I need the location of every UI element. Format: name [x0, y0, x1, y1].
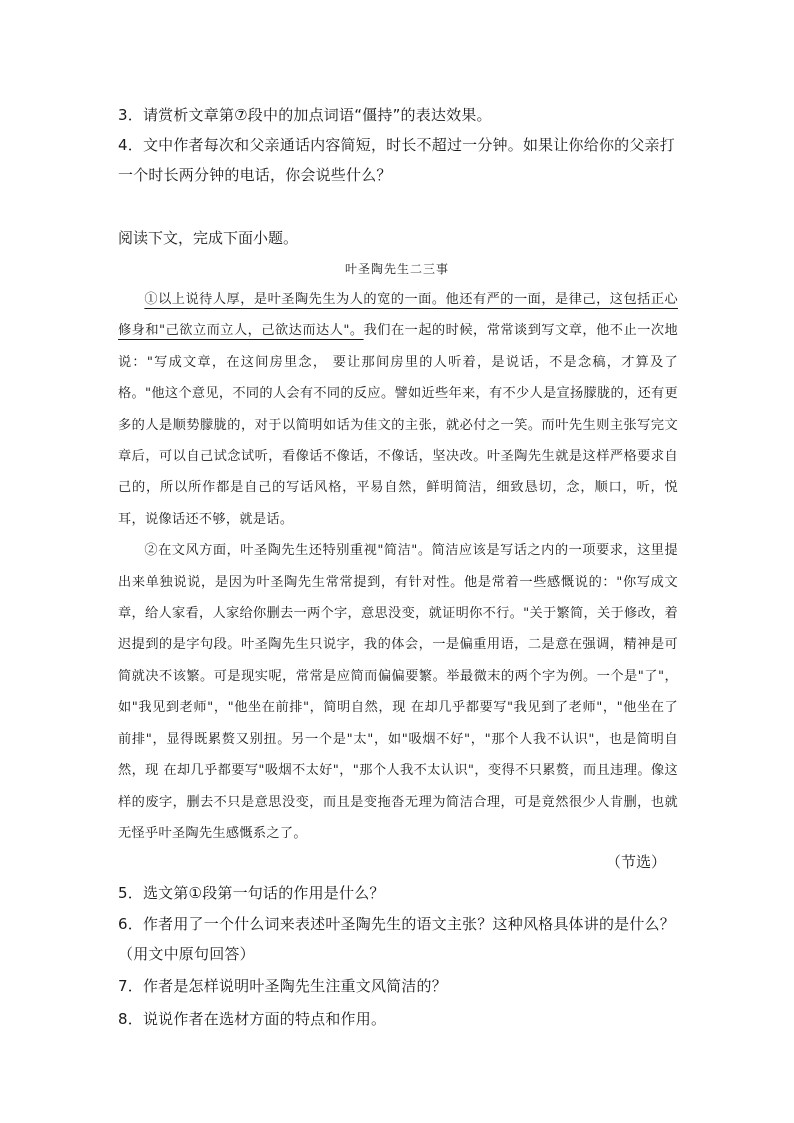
question-4: 4．文中作者每次和父亲通话内容简短，时长不超过一分钟。如果让你给你的父亲打一个时长两分钟的电话，你会说些什么？	[118, 136, 675, 184]
question-3: 3．请赏析文章第⑦段中的加点词语“僵持”的表达效果。	[118, 106, 492, 124]
article-title: 叶圣陶先生二三事	[344, 262, 449, 276]
question-5: 5．选文第①段第一句话的作用是什么？	[118, 884, 385, 902]
reading-instruction: 阅读下文，完成下面小题。	[118, 229, 299, 247]
question-6: 6．作者用了一个什么词来表述叶圣陶先生的语文主张？这种风格具体讲的是什么？（用文中原句回答）	[118, 915, 675, 963]
underlined-sentence: ①以上说待人厚，是叶圣陶先生为人的宽的一面。他还有严的一面，是律己，这包括正心修身和"己欲立而立人，己欲达而达人"。	[118, 292, 678, 339]
article-body	[118, 284, 678, 849]
paragraph-1	[118, 284, 678, 535]
question-8: 8．说说作者在选材方面的特点和作用。	[118, 1010, 387, 1028]
paragraph-2: ②在文风方面，叶圣陶先生还特别重视"简洁"。简洁应该是写话之内的一项要求，这里提出来单独说说，是因为叶圣陶先生常常提到，有针对性。他是常着一些感慨说的："你写成文章，给人家看，人家给你删去一两个字，意思没变，就证明你不行。"关于繁简，关于修改，着迟提到的是字句段。叶圣陶先生只说字，我的体会，一是偏重用语，二是意在强调，精神是可简就决不该繁。可是现实呢，常常是应简而偏偏要繁。举最微末的两个字为例。一个是"了"，如"我见到老师"，"他坐在前排"，简明自然，现 在却几乎都要写"我见到了老师"，"他坐在了前排"，显得既累赘又别扭。另一个是"太"，如"吸烟不好"，"那个人我不认识"，也是简明自然，现 在却几乎都要写"吸烟不太好"，"那个人我不太认识"，变得不只累赘，而且违理。像这样的废字，删去不只是意思没变，而且是变拖沓无理为简洁合理，可是竟然很少人肯删，也就无怪乎叶圣陶先生感慨系之了。	[118, 543, 678, 841]
source-note: （节选）	[605, 853, 666, 871]
question-7: 7．作者是怎样说明叶圣陶先生注重文风简洁的？	[118, 977, 447, 995]
paragraph-1-rest: 我们在一起的时候，常常谈到写文章，他不止一次地说："写成文章，在这间房里念， 要让那间房里的人听着，是说话，不是念稿，才算及了格。"他这个意见，不同的人会有不同的反应。譬如近些年来，有不少人是宣扬朦胧的，还有更多的人是顺势朦胧的，对于以简明如话为佳文的主张，就必付之一笑。而叶先生则主张写完文章后，可以自己试念试听，看像话不像话，不像话，坚决改。叶圣陶先生就是这样严格要求自己的，所以所作都是自己的写话风格，平易自然，鲜明简洁，细致恳切，念，顺口，听，悦耳，说像话还不够，就是话。	[118, 323, 678, 527]
